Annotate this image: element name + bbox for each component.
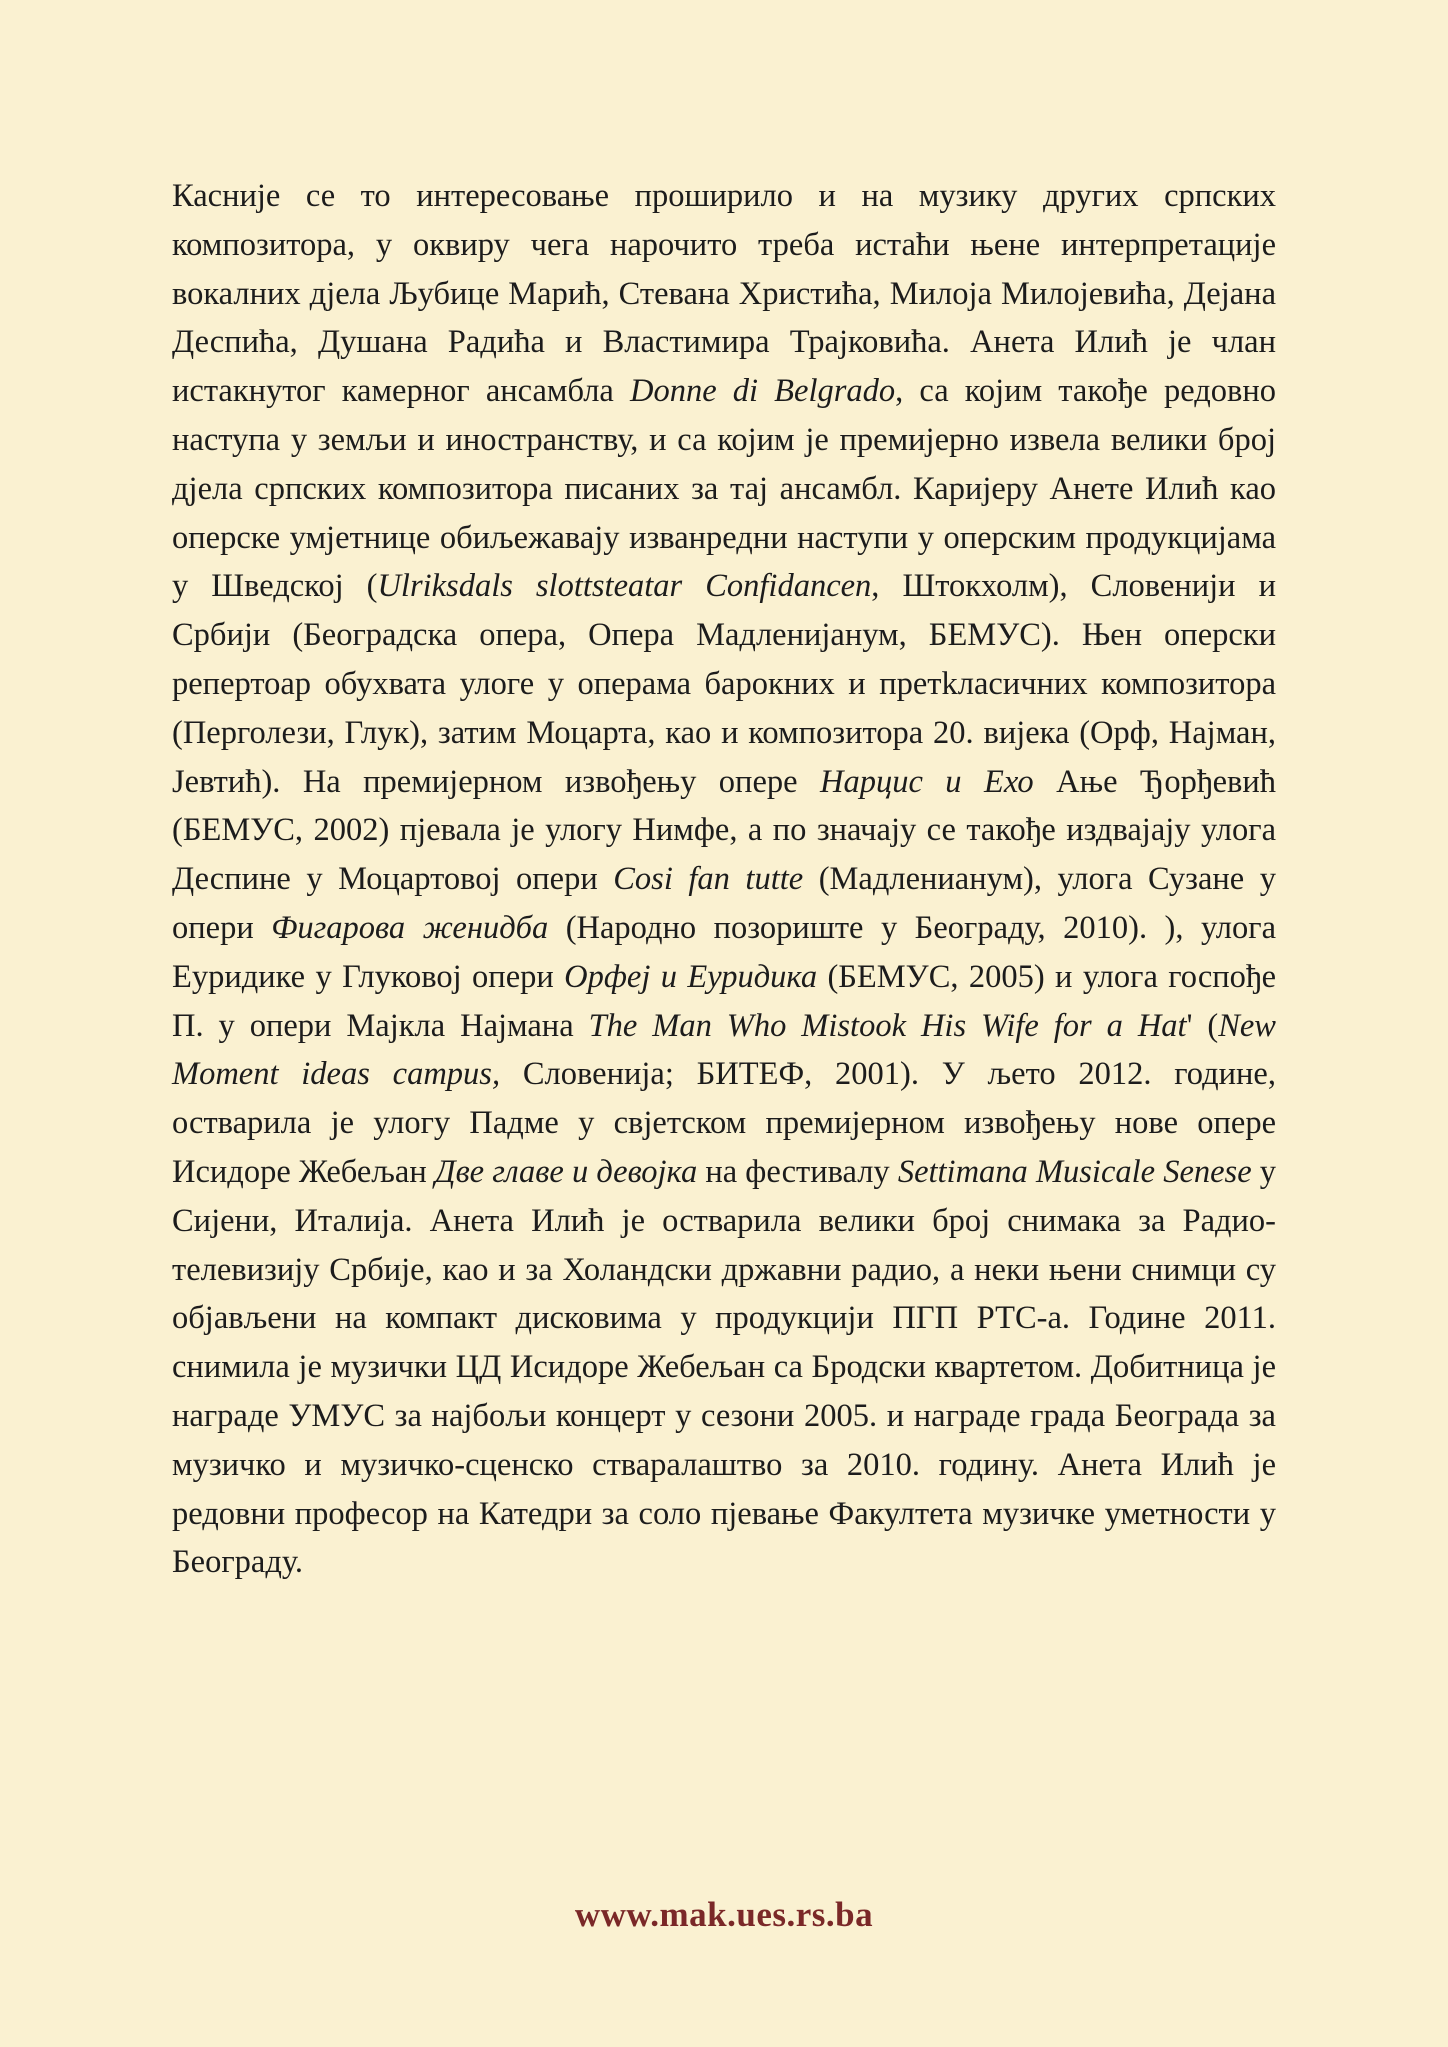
italic-title: Ulriksdals slottsteatar Confidancen — [377, 568, 872, 605]
text-run: , са којим такође редовно наступа у земљи и иностранству, и са којим је премијерно извела велики број дјела српских композитора писаних за тај ансамбл. Каријеру Анете Илић као оперске умјетнице обиљежавају изванредни наступи у оперским продукцијама у Шведској ( — [172, 373, 1276, 605]
italic-title: Donne di Belgrado — [629, 373, 896, 410]
footer-website-link[interactable]: www.mak.ues.rs.ba — [574, 1895, 874, 1934]
text-run: , Штокхолм), Словенији и Србији (Београдска опера, Опера Мадленијанум, БЕМУС). Њен оперски репертоар обухвата улоге у операма барокних и претkласичних композитора (Перголези, Глук), затим Моцарта, као и композитора 20. вијека (Орф, Најман, Јевтић). На премијерном извођењу опере — [172, 568, 1277, 800]
italic-title: Settimana Musicale Senese — [897, 1153, 1252, 1190]
italic-title: Фигарова женидба — [271, 909, 549, 946]
italic-title: Две главе и девојка — [434, 1153, 698, 1190]
text-run: у Сијени, Италија. Анета Илић је остварила велики број снимака за Радио-телевизију Србије, као и за Холандски државни радио, а неки њени снимци су објављени на компакт дисковима у продукцији ПГП РТС-а. Године 2011. снимила је музички ЦД Исидоре Жебељан са Бродски квартетом. Добитница је награде УМУС за најбољи концерт у сезони 2005. и награде града Београда за музичко и музичко-сценско стваралаштво за 2010. годину. Анета Илић је редовни професор на Катедри за соло пјевање Факултета музичке уметности у Београду. — [172, 1153, 1277, 1581]
text-run: (Народно позориште у Београду, 2010). ), улога Еуридике у Глуковој опери — [172, 909, 1276, 995]
text-run: (Мадленианум), улога Сузане у опери — [172, 861, 1276, 946]
italic-title: The Man Who Mistook His Wife for a Hat — [588, 1007, 1187, 1044]
italic-title: New Moment ideas campus, — [172, 1007, 1276, 1093]
body-paragraph — [172, 172, 1276, 1587]
text-run: ' ( — [1186, 1007, 1219, 1044]
italic-title: Cosi fan tutte — [613, 861, 804, 898]
text-run: Словенија; БИТЕФ, 2001). У љето 2012. године, остварила је улогу Падме у свјетском премијерном извођењу нове опере Исидоре Жебељан — [172, 1056, 1276, 1190]
italic-title: Орфеј и Еуридика — [564, 958, 818, 995]
text-run: Касније се то интересовање проширило и на музику других српских композитора, у оквиру чега нарочито треба истаћи њене интерпретације вокалних дјела Љубице Марић, Стевана Христића, Милоја Милојевића, Дејана Деспића, Душана Радића и Властимира Трајковића. Анета Илић је члан истакнутог камерног ансамбла — [172, 178, 1276, 410]
text-run: (БЕМУС, 2005) и улога госпође П. у опери Мајкла Најмана — [172, 958, 1277, 1044]
italic-title: Нарцис и Ехо — [819, 763, 1034, 800]
text-run: на фестивалу — [697, 1153, 898, 1190]
text-run: Ање Ђорђевић (БЕМУС, 2002) пјевала је улогу Нимфе, а по значају се такође издвајају улога Деспине у Моцартовој опери — [172, 763, 1276, 898]
